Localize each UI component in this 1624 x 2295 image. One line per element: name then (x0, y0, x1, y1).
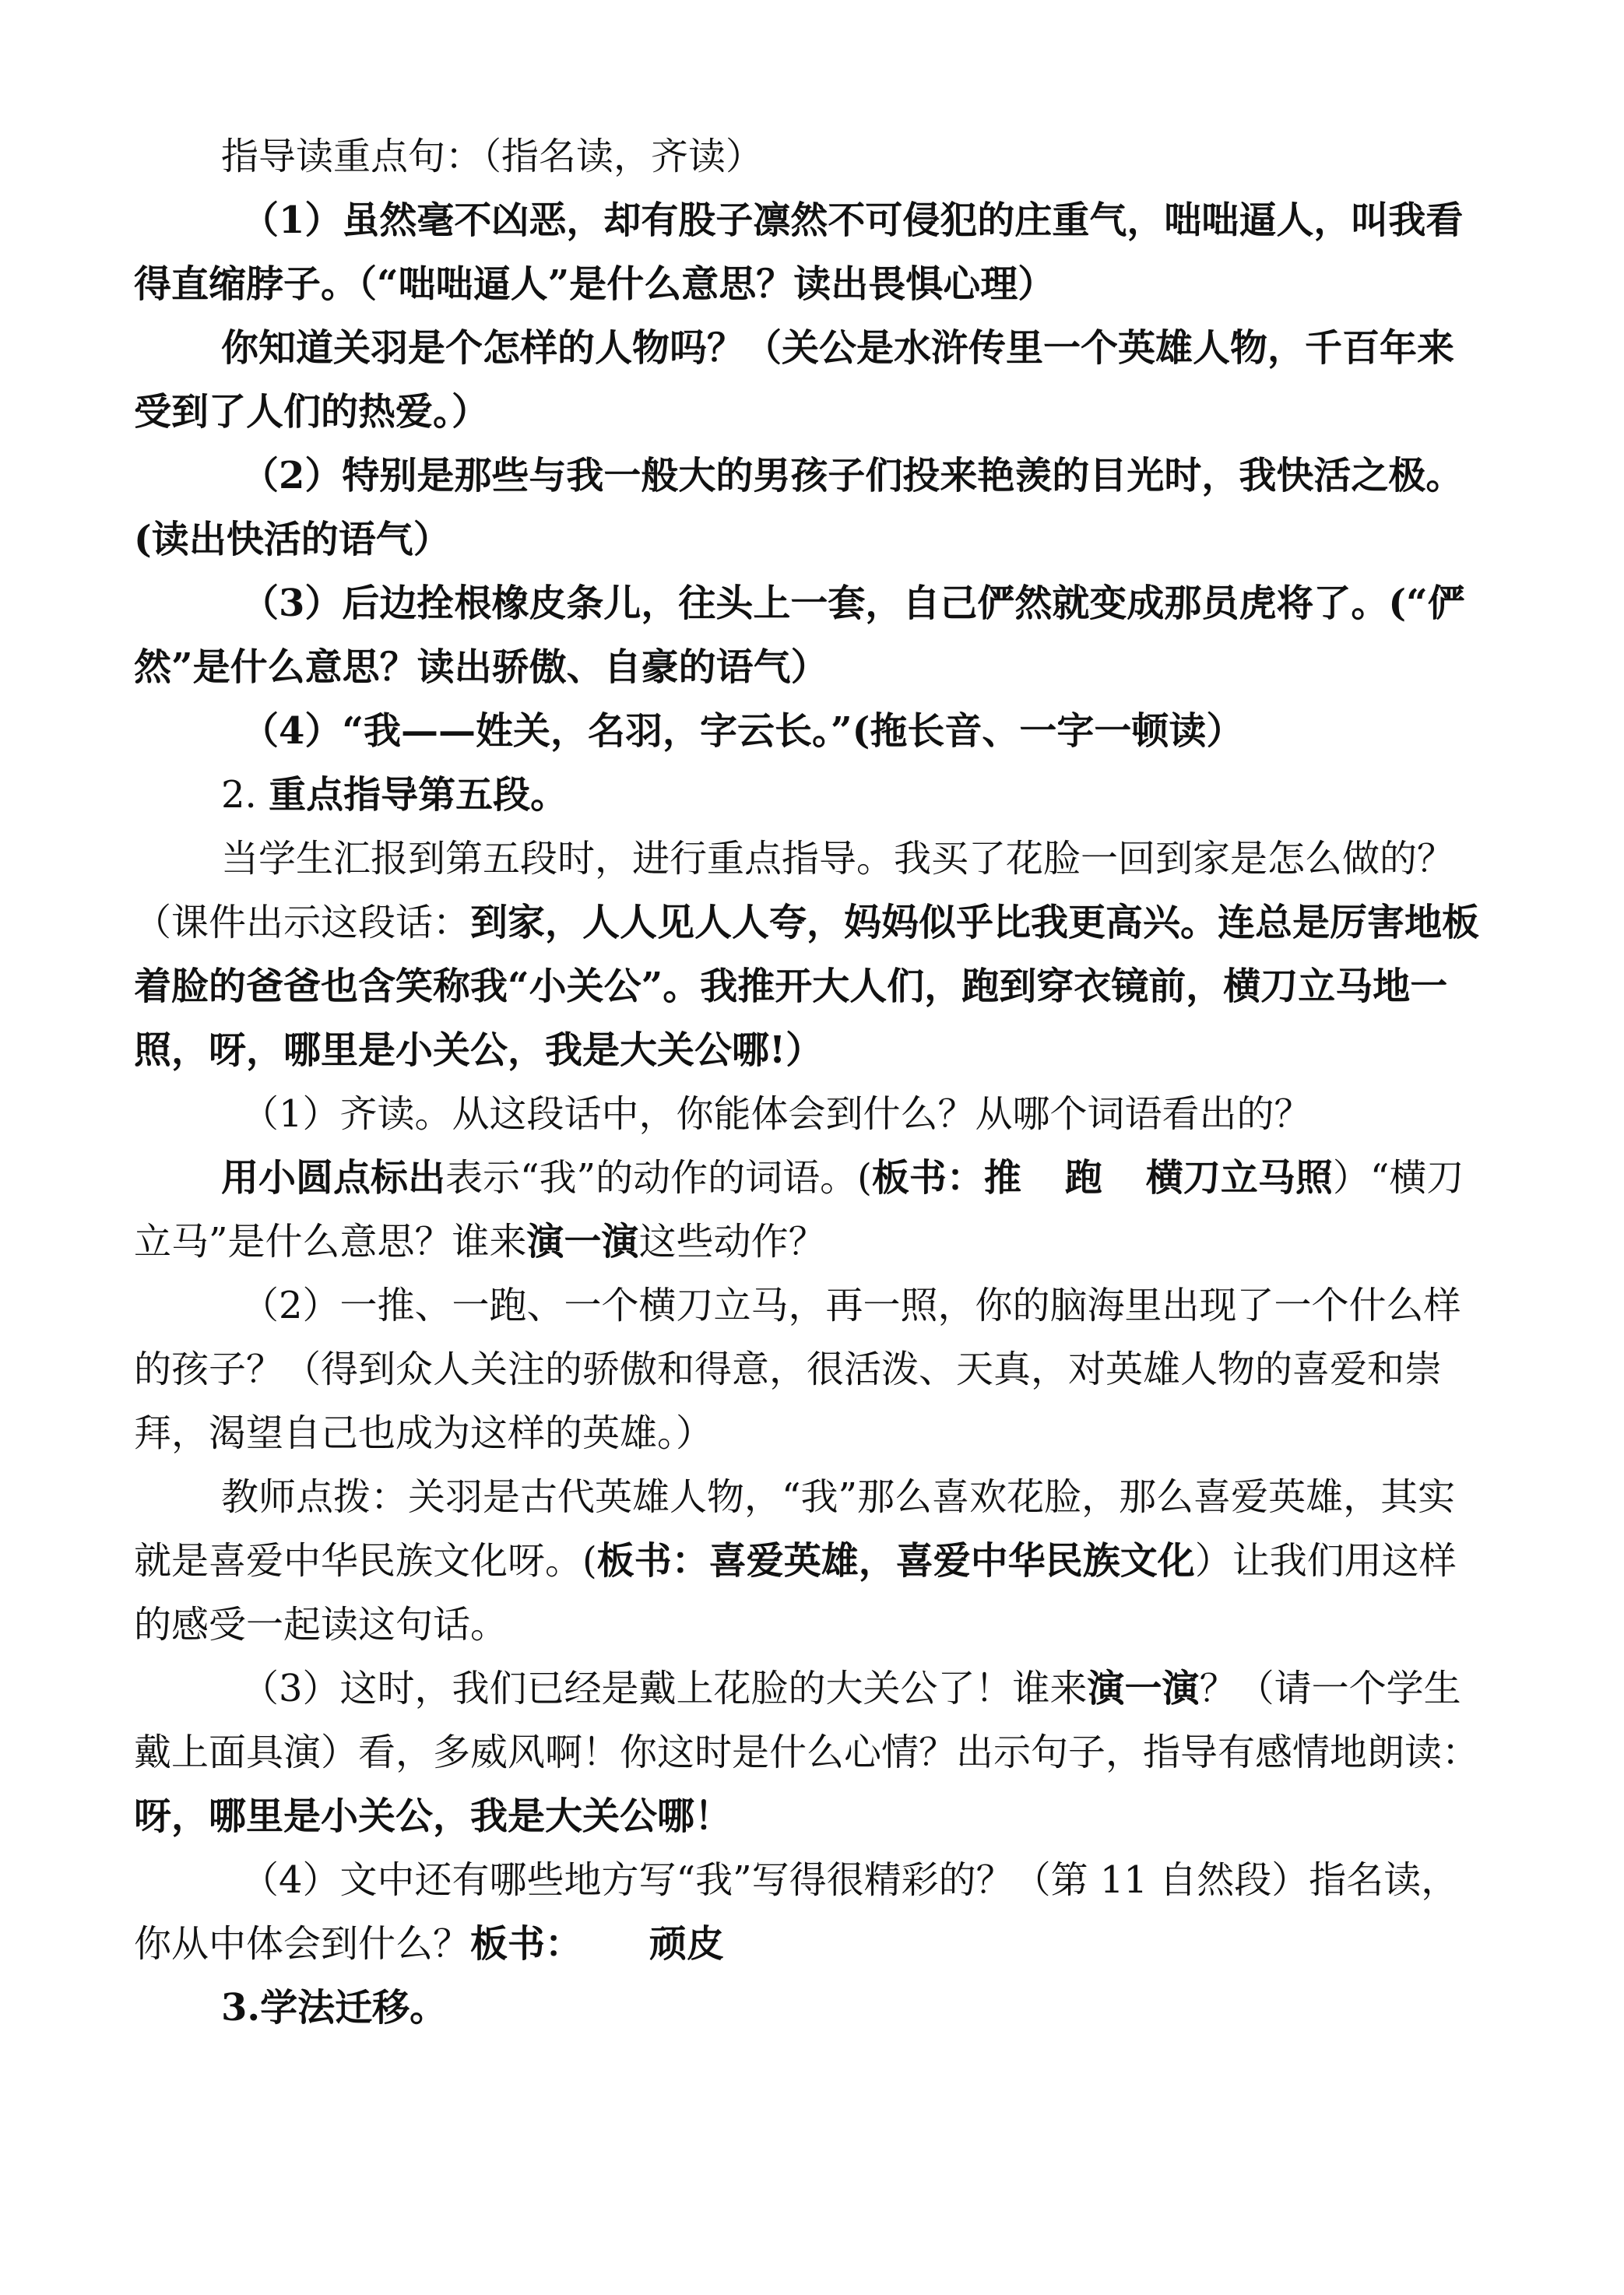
paragraph-8-quote: 到家，人人见人人夸，妈妈似乎比我更高兴。连总是厉害地板着脸的爸爸也含笑称我“小关公”。我推开大人们，跑到穿衣镜前，横刀立马地一照，呀，哪里是小关公，我是大关公哪!） (134, 901, 1480, 1072)
section-heading: 重点指导第五段。 (269, 773, 568, 817)
paragraph-12-board-note: 板书：喜爱英雄，喜爱中华民族文化 (596, 1539, 1195, 1583)
paragraph-2: （1）虽然毫不凶恶，却有股子凛然不可侵犯的庄重气，咄咄逼人，叫我看得直缩脖子。（“咄咄逼人”是什么意思？读出畏惧心理） (134, 199, 1464, 306)
paragraph-12-text-a: 教师点拨：关羽是古代英雄人物，“我”那么喜欢花脸，那么喜爱英雄，其实就是喜爱中华民族文化呀。( (134, 1475, 1456, 1583)
paragraph-10-text-d: ）“横刀立马”是什么意思？谁来 (134, 1156, 1464, 1263)
paragraph-11: （2）一推、一跑、一个横刀立马，再一照，你的脑海里出现了一个什么样的孩子？（得到众人关注的骄傲和得意，很活泼、天真，对英雄人物的喜爱和崇拜，渴望自己也成为这样的英雄。） (134, 1284, 1461, 1455)
paragraph-1: 指导读重点句：（指名读，齐读） (221, 135, 764, 178)
paragraph-8 (134, 827, 1484, 1082)
paragraph-8-text: 当学生汇报到第五段时，进行重点指导。我买了花脸一回到家是怎么做的？（课件出示这段话： (134, 837, 1455, 944)
paragraph-14-text-a: （4）文中还有哪些地方写“我”写得很精彩的？（第 11 自然段）指名读，你从中体会到什么？ (134, 1858, 1459, 1966)
paragraph-13-bold-b: 演一演 (1087, 1667, 1200, 1710)
paragraph-15: 3.学法迁移。 (221, 1986, 448, 2030)
board-note-sword: 横刀立马照 (1145, 1156, 1333, 1200)
paragraph-13 (134, 1657, 1484, 1848)
paragraph-13-text-c: ？（请一个学生戴上面具演）看，多威风啊！你这时是什么心情？出示句子，指导有感情地朗读： (134, 1667, 1480, 1774)
paragraph-13-bold-d: 呀，哪里是小关公，我是大关公哪！ (134, 1794, 733, 1838)
paragraph-7 (134, 763, 1484, 827)
paragraph-12 (134, 1465, 1484, 1657)
paragraph-3: 你知道关羽是个怎样的人物吗？（关公是水浒传里一个英雄人物，千百年来受到了人们的热爱。） (134, 326, 1455, 434)
paragraph-9: （1）齐读。从这段话中，你能体会到什么？从哪个词语看出的？ (241, 1092, 1312, 1136)
paragraph-4: （2）特别是那些与我一般大的男孩子们投来艳羡的目光时，我快活之极。(读出快活的语气） (134, 454, 1464, 561)
paragraph-10-bold-e: 演一演 (526, 1220, 639, 1263)
paragraph-6: （4）“我——姓关，名羽，字云长。”(拖长音、一字一顿读） (241, 709, 1244, 753)
paragraph-10 (134, 1146, 1484, 1274)
paragraph-10-bold-a: 用小圆点标出 (221, 1156, 446, 1200)
paragraph-12-text-c: ）让我们用这样的感受一起读这句话。 (134, 1539, 1457, 1647)
paragraph-13-text-a: （3）这时，我们已经是戴上花脸的大关公了！谁来 (241, 1667, 1088, 1710)
paragraph-10-text-f: 这些动作？ (638, 1220, 826, 1263)
paragraph-14 (134, 1848, 1484, 1976)
board-note-push: 板书：推 (871, 1156, 1021, 1200)
section-number: 2. (221, 773, 257, 817)
board-note-run: 跑 (1064, 1156, 1102, 1200)
paragraph-14-board-note: 顽皮 (649, 1922, 725, 1966)
paragraph-10-text-b: 表示“我”的动作的词语。( (445, 1156, 872, 1200)
paragraph-5: （3）后边拴根橡皮条儿，往头上一套，自己俨然就变成那员虎将了。(“俨然”是什么意思？读出骄傲、自豪的语气） (134, 582, 1465, 689)
paragraph-14-board-label: 板书： (470, 1922, 583, 1966)
